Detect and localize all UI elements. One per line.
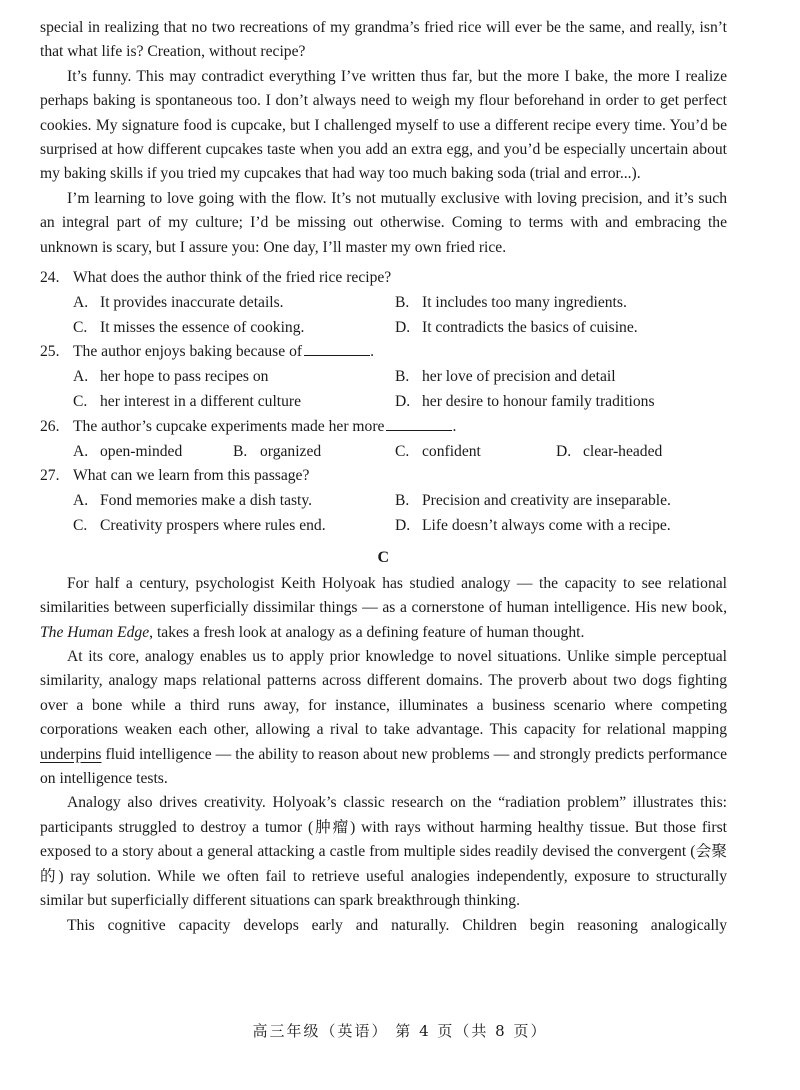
option-letter: A. [73,293,89,311]
question-24 [40,266,727,340]
option-text: her desire to honour family traditions [422,393,655,411]
option-a[interactable] [73,489,395,514]
question-27 [40,464,727,538]
option-a[interactable] [73,440,233,465]
question-number: 25. [40,343,60,361]
option-text: Fond memories make a dish tasty. [100,492,313,510]
passage-c-paragraph-2 [40,645,727,791]
question-25 [40,340,727,414]
question-stem [40,464,727,489]
option-text: her hope to pass recipes on [100,368,269,386]
option-c[interactable] [73,316,395,341]
option-text: confident [422,442,481,460]
option-text: It provides inaccurate details. [100,293,284,311]
passage-c-paragraph-1 [40,572,727,645]
option-text: open-minded [100,442,183,460]
option-d[interactable] [395,316,717,341]
option-letter: D. [395,393,411,411]
question-26 [40,415,727,465]
passage-b-paragraph-3: I’m learning to love going with the flow. It’s not mutually exclusive with loving precision, and it’s such an integral part of my culture; I’d be missing out otherwise. Coming to terms with and embracing the unknown is scary, but I assure you: One day, I’ll master my own fried rice. [40,189,727,256]
paragraph-text: fluid intelligence — the ability to reason about new problems — and strongly predicts performance on intelligence tests. [40,745,727,788]
option-letter: B. [395,368,410,386]
blank-suffix: . [370,343,374,361]
paragraph-text: , takes a fresh look at analogy as a defining feature of human thought. [149,623,585,641]
option-c[interactable] [73,514,395,539]
option-text: It misses the essence of cooking. [100,318,305,336]
option-b[interactable] [233,440,395,465]
question-text: The author’s cupcake experiments made her more [73,417,385,435]
option-text: Precision and creativity are inseparable. [422,492,671,510]
option-text: Creativity prospers where rules end. [100,517,326,535]
option-list [40,489,727,539]
answer-blank[interactable] [304,341,370,356]
exam-page [40,16,727,938]
option-letter: D. [395,517,411,535]
passage-c-paragraph-3: Analogy also drives creativity. Holyoak’s classic research on the “radiation problem” illustrates this: participants struggled to destroy a tumor (肿瘤) with rays without harming healthy tissue. But those first exposed to a story about a general attacking a castle from multiple sides readily devised the convergent (会聚的) ray solution. While we often fail to retrieve useful analogies independently, exposure to structurally similar but superficially different situations can spark breakthrough thinking. [40,794,727,910]
option-letter: B. [233,442,248,460]
option-c[interactable] [73,390,395,415]
option-text: organized [260,442,322,460]
option-letter: D. [556,442,572,460]
question-stem [40,340,727,365]
option-letter: C. [73,318,88,336]
option-text: her interest in a different culture [100,393,302,411]
answer-blank[interactable] [386,416,452,431]
question-number: 24. [40,269,60,287]
page-footer: 高三年级（英语） 第 4 页（共 8 页） [252,1022,548,1040]
option-d[interactable] [556,440,716,465]
passage-b-continuation [40,16,727,260]
passage-b-paragraph-1: special in realizing that no two recreations of my grandma’s fried rice will ever be the same, and really, isn’t that what life is? Creation, without recipe? [40,19,727,61]
passage-b-paragraph-2: It’s funny. This may contradict everything I’ve written thus far, but the more I bake, the more I realize perhaps baking is spontaneous too. I don’t always need to weigh my flour beforehand in order to get perfect cookies. My signature food is cupcake, but I challenged myself to use a different recipe every time. You’d be surprised at how different cupcakes taste when you add an extra egg, and you’d be especially uncertain about my baking skills if you tried my cupcakes that had way too much baking soda (trial and error...). [40,67,727,183]
option-a[interactable] [73,291,395,316]
underlined-word: underpins [40,745,102,763]
section-heading-c: C [377,548,390,566]
question-number: 26. [40,417,60,435]
option-b[interactable] [395,365,717,390]
option-d[interactable] [395,390,717,415]
option-list [40,365,727,415]
paragraph-text: At its core, analogy enables us to apply prior knowledge to novel situations. Unlike simple perceptual similarity, analogy maps relational patterns across different domains. The proverb about two dogs fighting over a bone while a third runs away, for instance, illuminates a business scenario where competing corporations weaken each other, allowing a rival to take advantage. This capacity for relational mapping [40,648,727,739]
option-c[interactable] [395,440,556,465]
option-letter: D. [395,318,411,336]
option-a[interactable] [73,365,395,390]
option-text: Life doesn’t always come with a recipe. [422,517,671,535]
passage-c [40,572,727,938]
option-text: It includes too many ingredients. [422,293,627,311]
option-text: her love of precision and detail [422,368,616,386]
option-text: It contradicts the basics of cuisine. [422,318,638,336]
option-letter: B. [395,293,410,311]
option-d[interactable] [395,514,717,539]
passage-c-paragraph-4: This cognitive capacity develops early and naturally. Children begin reasoning analogically [67,916,727,934]
question-stem [40,415,727,440]
question-text: What can we learn from this passage? [73,467,310,485]
paragraph-text: For half a century, psychologist Keith Holyoak has studied analogy — the capacity to see relational similarities between superficially dissimilar things — as a cornerstone of human intelligence. His new book, [40,574,727,617]
option-list [40,291,727,341]
option-list [40,440,727,465]
option-letter: A. [73,492,89,510]
question-text: What does the author think of the fried rice recipe? [73,269,392,287]
option-letter: C. [73,517,88,535]
option-text: clear-headed [583,442,663,460]
option-letter: B. [395,492,410,510]
option-b[interactable] [395,489,717,514]
question-list [40,266,727,539]
option-letter: A. [73,368,89,386]
option-b[interactable] [395,291,717,316]
question-text: The author enjoys baking because of [73,343,303,361]
option-letter: C. [395,442,410,460]
question-stem [40,266,727,291]
option-letter: A. [73,442,89,460]
question-number: 27. [40,467,60,485]
book-title: The Human Edge [40,623,150,641]
blank-suffix: . [452,417,457,435]
option-letter: C. [73,393,88,411]
